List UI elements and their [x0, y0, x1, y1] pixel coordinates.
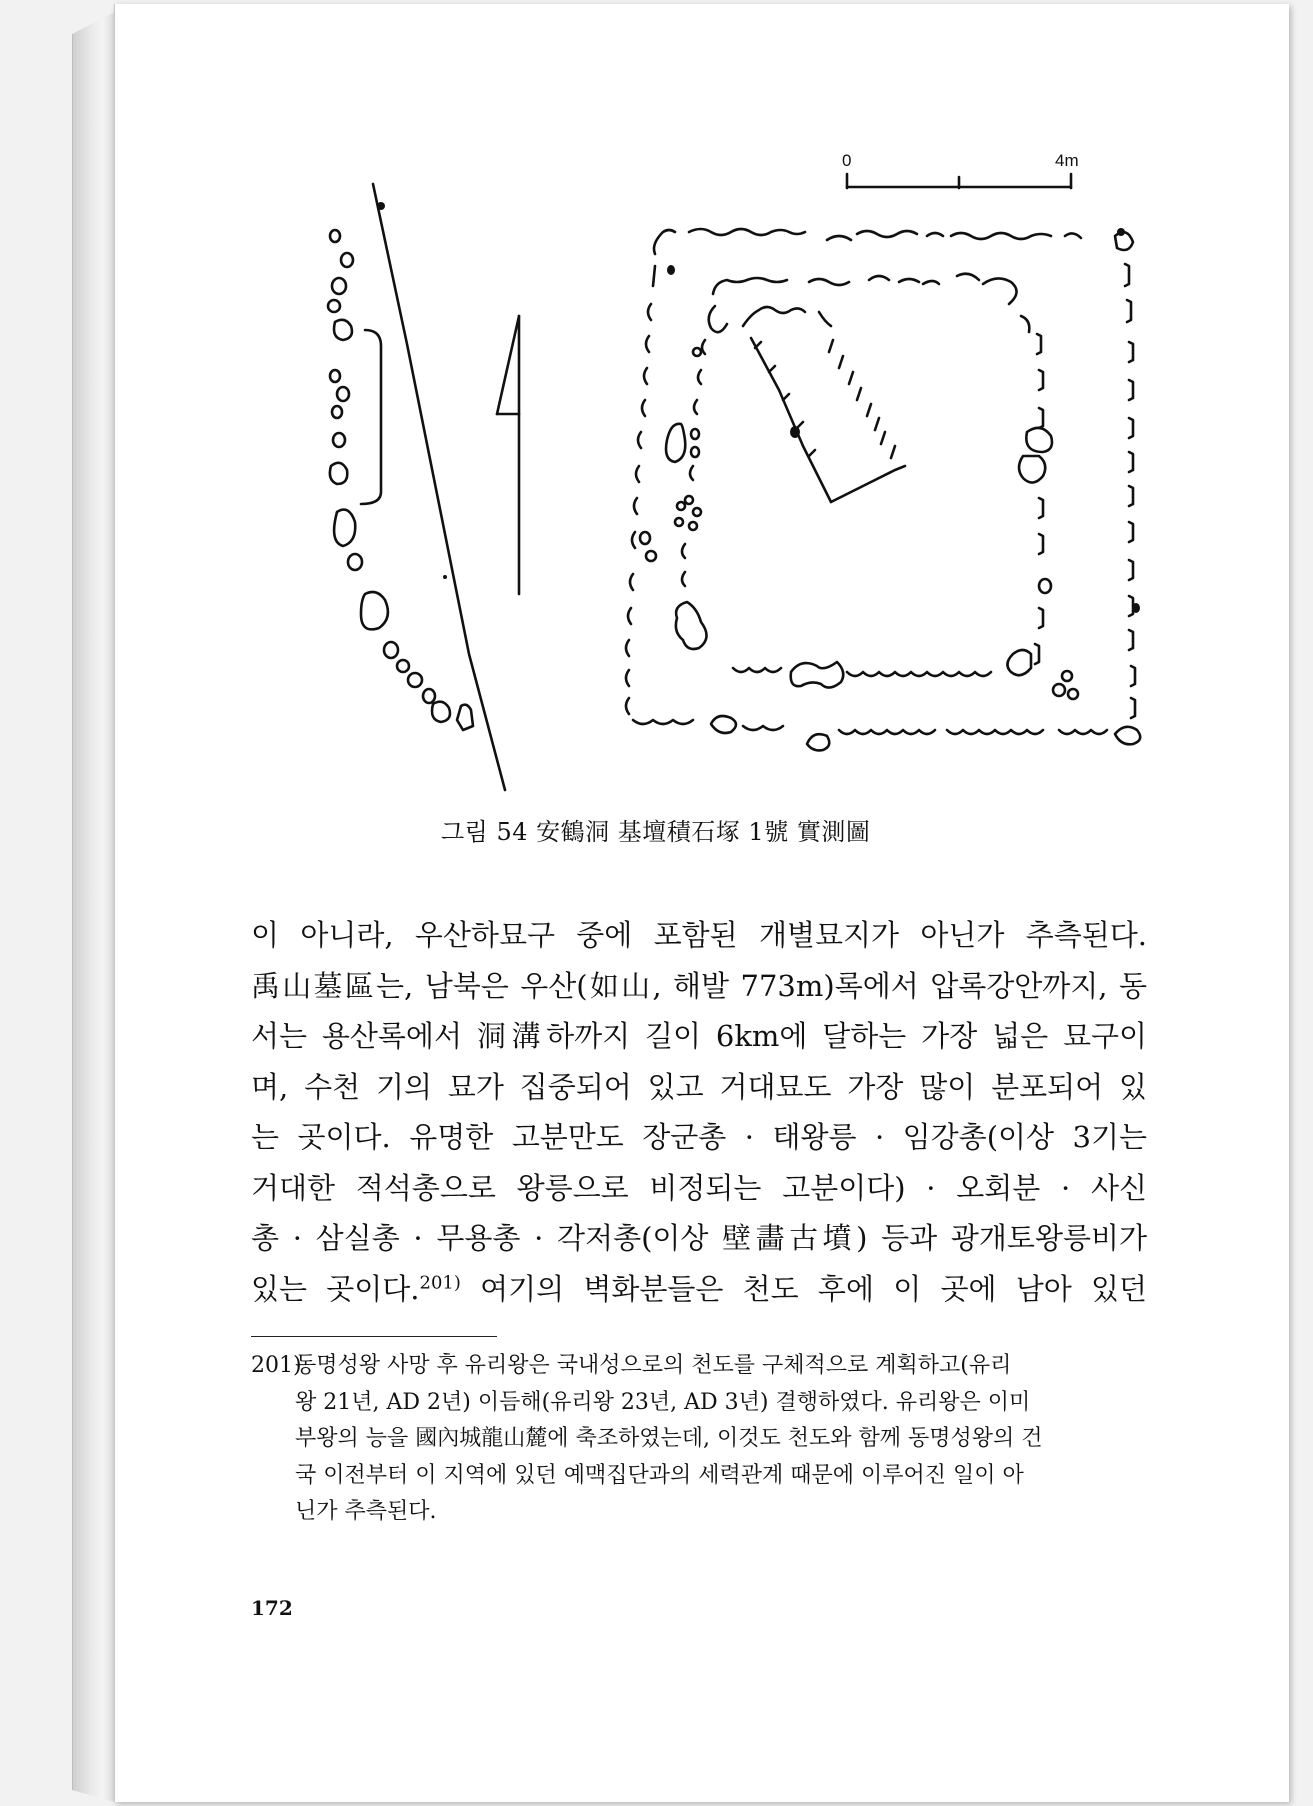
right-structure-inner-wall: [675, 274, 1078, 699]
body-line: 이 아니라, 우산하묘구 중에 포함된 개별묘지가 아닌가 추측된다.: [251, 918, 1147, 952]
footnote-line: 동명성왕 사망 후 유리왕은 국내성으로의 천도를 구체적으로 계획하고(유리: [295, 1353, 1012, 1378]
left-structure: [328, 184, 505, 790]
north-arrow-icon: [497, 316, 519, 594]
book-page: [114, 4, 1289, 1802]
survey-drawing: [115, 4, 1289, 804]
burial-chamber: [743, 307, 905, 502]
body-line: 서는 용산록에서 洞溝하까지 길이 6km에 달하는 가장 넓은 묘구이: [251, 1019, 1147, 1053]
book: [72, 4, 1288, 1802]
figure-caption: 그림 54 安鶴洞 基壇積石塚 1號 實測圖: [441, 818, 871, 846]
footnote-number: 201): [251, 1353, 302, 1378]
footnote-divider: [251, 1336, 497, 1337]
scale-end-label: 4m: [1055, 151, 1079, 170]
body-line-last-start: 있는 곳이다.: [251, 1271, 420, 1306]
body-line: 는 곳이다. 유명한 고분만도 장군총 · 태왕릉 · 임강총(이상 3기는: [251, 1120, 1147, 1154]
body-line: 禹山墓區는, 남북은 우산(如山, 해발 773m)록에서 압록강안까지, 동: [251, 968, 1147, 1003]
body-line-last-end: 여기의 벽화분들은 천도 후에 이 곳에 남아 있던: [460, 1271, 1147, 1306]
footnote-line: 닌가 추측된다.: [295, 1499, 437, 1524]
footnote-line: 부왕의 능을 國內城龍山麓에 축조하였는데, 이것도 천도와 함께 동명성왕의 건: [295, 1426, 1043, 1451]
body-text: [251, 910, 1147, 1314]
page-number: 172: [251, 1596, 293, 1620]
body-line: 총 · 삼실총 · 무용총 · 각저총(이상 壁畵古墳) 등과 광개토왕릉비가: [251, 1221, 1147, 1255]
body-line: 며, 수천 기의 묘가 집중되어 있고 거대묘도 가장 많이 분포되어 있: [251, 1069, 1147, 1104]
body-line-last: [251, 1264, 1147, 1315]
scale-start-label: 0: [842, 151, 852, 170]
body-line: 거대한 적석총으로 왕릉으로 비정되는 고분이다) · 오회분 · 사신: [251, 1170, 1147, 1205]
book-spine: [72, 12, 115, 1802]
footnote-line: 왕 21년, AD 2년) 이듬해(유리왕 23년, AD 3년) 결행하였다. 유리왕은 이미: [295, 1389, 1031, 1415]
footnote: [251, 1348, 1131, 1531]
footnote-reference: 201): [419, 1271, 461, 1293]
footnote-line: 국 이전부터 이 지역에 있던 예맥집단과의 세력관계 때문에 이루어진 일이 아: [295, 1462, 1024, 1488]
filled-marks: [377, 202, 1140, 613]
scale-bar: [847, 174, 1071, 188]
